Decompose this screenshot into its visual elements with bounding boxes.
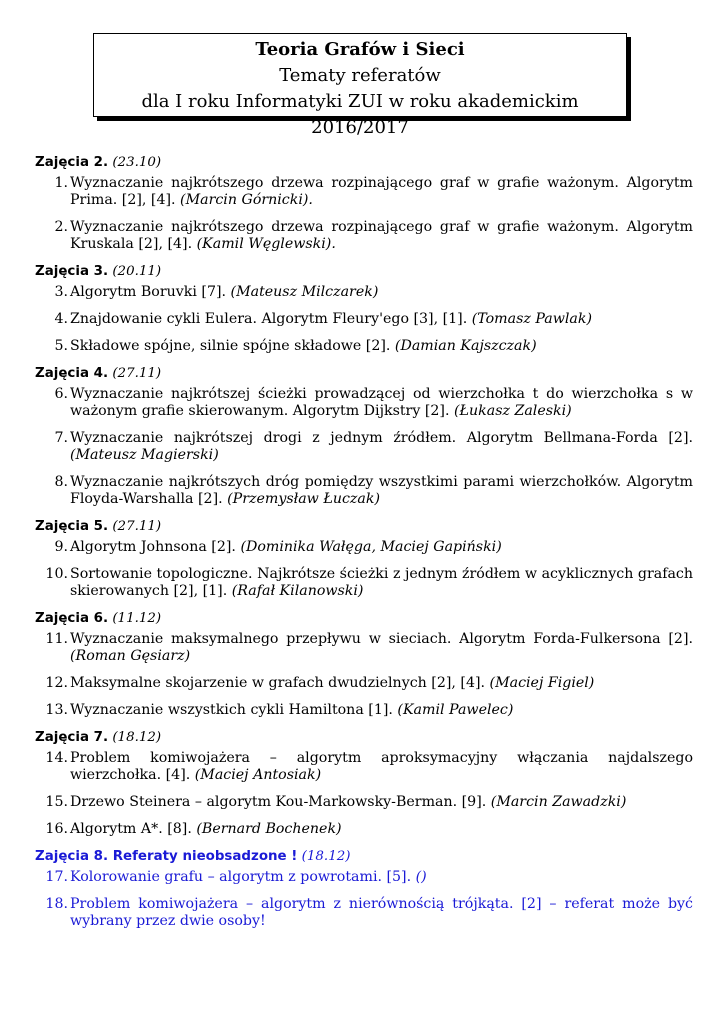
topic-number: 16. [45, 821, 68, 837]
topic-item [35, 219, 693, 253]
topic-text: Algorytm A*. [8]. [70, 821, 192, 837]
open-session-block [35, 848, 693, 930]
topic-author: (Dominika Wałęga, Maciej Gapiński) [240, 539, 502, 555]
topic-author: () [415, 869, 427, 885]
topic-body [70, 821, 693, 838]
session-label: Zajęcia 5. [35, 519, 109, 534]
topic-body [70, 539, 693, 556]
topic-text: Algorytm Boruvki [7]. [70, 284, 227, 300]
topic-text: Sortowanie topologiczne. Najkrótsze ścieżki z jednym źródłem w acyklicznych grafach skierowanych [2], [1]. [70, 566, 693, 599]
session-label: Zajęcia 6. [35, 611, 109, 626]
topics-list [35, 154, 693, 940]
topic-text: Wyznaczanie maksymalnego przepływu w sieciach. Algorytm Forda-Fulkersona [2]. [70, 631, 693, 647]
session-date: (23.10) [112, 155, 162, 170]
topic-text: Maksymalne skojarzenie w grafach dwudzielnych [2], [4]. [70, 675, 486, 691]
session-label: Zajęcia 7. [35, 730, 109, 745]
topic-text: Drzewo Steinera – algorytm Kou-Markowsky-Berman. [9]. [70, 794, 487, 810]
topic-item [35, 386, 693, 420]
topic-text: Algorytm Johnsona [2]. [70, 539, 236, 555]
topic-body [70, 631, 693, 665]
session-block [35, 610, 693, 719]
topic-text: Problem komiwojażera – algorytm aproksymacyjny włączania najdalszego wierzchołka. [4]. [70, 750, 693, 783]
topic-body [70, 175, 693, 209]
topic-item [35, 869, 693, 886]
session-block [35, 263, 693, 355]
topic-body [70, 750, 693, 784]
topic-number: 5. [54, 338, 68, 354]
topic-number: 12. [45, 675, 68, 691]
session-heading [35, 610, 693, 627]
topic-number: 18. [45, 896, 68, 912]
topic-body [70, 430, 693, 464]
topic-text: Wyznaczanie najkrótszej drogi z jednym źródłem. Algorytm Bellmana-Forda [2]. [70, 430, 693, 446]
session-date: (11.12) [112, 611, 162, 626]
topic-text: Wyznaczanie najkrótszych dróg pomiędzy wszystkimi parami wierzchołków. Algorytm Floyda-Warshalla [2]. [70, 474, 693, 507]
session-heading [35, 848, 693, 865]
session-label: Zajęcia 2. [35, 155, 109, 170]
topic-author: (Kamil Pawelec) [397, 702, 514, 718]
topic-number: 2. [54, 219, 68, 235]
topic-item [35, 338, 693, 355]
topic-number: 17. [45, 869, 68, 885]
topic-body [70, 675, 693, 692]
topic-number: 8. [54, 474, 68, 490]
session-label: Zajęcia 4. [35, 366, 109, 381]
topic-item [35, 702, 693, 719]
session-label: Zajęcia 8. Referaty nieobsadzone ! [35, 849, 298, 864]
topic-body [70, 284, 693, 301]
topic-author: (Maciej Figiel) [489, 675, 595, 691]
topic-number: 14. [45, 750, 68, 766]
topic-number: 15. [45, 794, 68, 810]
topic-text: Wyznaczanie najkrótszego drzewa rozpinającego graf w grafie ważonym. Algorytm Prima. [2], [4]. [70, 175, 693, 208]
topic-number: 11. [45, 631, 68, 647]
session-date: (18.12) [301, 849, 351, 864]
topic-author: (Bernard Bochenek) [196, 821, 342, 837]
topic-body [70, 869, 693, 886]
topic-number: 13. [45, 702, 68, 718]
topic-author: (Marcin Górnicki). [180, 192, 313, 208]
topic-body [70, 338, 693, 355]
topic-number: 3. [54, 284, 68, 300]
session-heading [35, 729, 693, 746]
topic-body [70, 386, 693, 420]
topic-body [70, 566, 693, 600]
document-subtitle: Tematy referatów [279, 65, 441, 86]
session-date: (27.11) [112, 366, 162, 381]
topic-item [35, 566, 693, 600]
session-block [35, 518, 693, 600]
topic-body [70, 702, 693, 719]
topic-number: 1. [54, 175, 68, 191]
topic-item [35, 631, 693, 665]
topic-item [35, 794, 693, 811]
session-heading [35, 154, 693, 171]
topic-body [70, 794, 693, 811]
topic-author: (Roman Gęsiarz) [70, 648, 191, 664]
topic-item [35, 430, 693, 464]
topic-author: (Łukasz Zaleski) [453, 403, 572, 419]
topic-item [35, 539, 693, 556]
topic-author: (Rafał Kilanowski) [231, 583, 364, 599]
topic-text: Wyznaczanie najkrótszego drzewa rozpinającego graf w grafie ważonym. Algorytm Kruskala [2], [4]. [70, 219, 693, 252]
audience-line: dla I roku Informatyki ZUI w roku akademickim 2016/2017 [141, 91, 579, 138]
topic-body [70, 896, 693, 930]
course-title: Teoria Grafów i Sieci [255, 39, 465, 60]
topic-number: 7. [54, 430, 68, 446]
session-heading [35, 365, 693, 382]
session-date: (18.12) [112, 730, 162, 745]
topic-item [35, 896, 693, 930]
session-date: (27.11) [112, 519, 162, 534]
topic-item [35, 474, 693, 508]
session-block [35, 154, 693, 253]
topic-text: Kolorowanie grafu – algorytm z powrotami. [5]. [70, 869, 412, 885]
topic-author: (Przemysław Łuczak) [227, 491, 380, 507]
topic-author: (Kamil Węglewski). [196, 236, 336, 252]
topic-author: (Marcin Zawadzki) [490, 794, 627, 810]
topic-text: Składowe spójne, silnie spójne składowe [2]. [70, 338, 391, 354]
session-block [35, 729, 693, 838]
topic-item [35, 750, 693, 784]
topic-body [70, 311, 693, 328]
session-label: Zajęcia 3. [35, 264, 109, 279]
topic-text: Wyznaczanie najkrótszej ścieżki prowadzącej od wierzchołka t do wierzchołka s w ważonym grafie skierowanym. Algorytm Dijkstry [2]. [70, 386, 693, 419]
topic-number: 10. [45, 566, 68, 582]
topic-author: (Tomasz Pawlak) [471, 311, 593, 327]
topic-item [35, 821, 693, 838]
topic-number: 9. [54, 539, 68, 555]
topic-body [70, 474, 693, 508]
topic-body [70, 219, 693, 253]
topic-number: 6. [54, 386, 68, 402]
topic-item [35, 284, 693, 301]
session-date: (20.11) [112, 264, 162, 279]
title-box [93, 33, 627, 138]
session-heading [35, 518, 693, 535]
topic-author: (Damian Kajszczak) [394, 338, 537, 354]
topic-text: Problem komiwojażera – algorytm z nierównością trójkąta. [2] – referat może być wybrany przez dwie osoby! [70, 896, 693, 929]
session-heading [35, 263, 693, 280]
topic-item [35, 311, 693, 328]
topic-item [35, 675, 693, 692]
topic-text: Wyznaczanie wszystkich cykli Hamiltona [1]. [70, 702, 393, 718]
topic-author: (Mateusz Milczarek) [230, 284, 379, 300]
topic-author: (Maciej Antosiak) [194, 767, 322, 783]
session-block [35, 365, 693, 508]
topic-text: Znajdowanie cykli Eulera. Algorytm Fleury'ego [3], [1]. [70, 311, 468, 327]
topic-author: (Mateusz Magierski) [70, 447, 219, 463]
topic-item [35, 175, 693, 209]
topic-number: 4. [54, 311, 68, 327]
